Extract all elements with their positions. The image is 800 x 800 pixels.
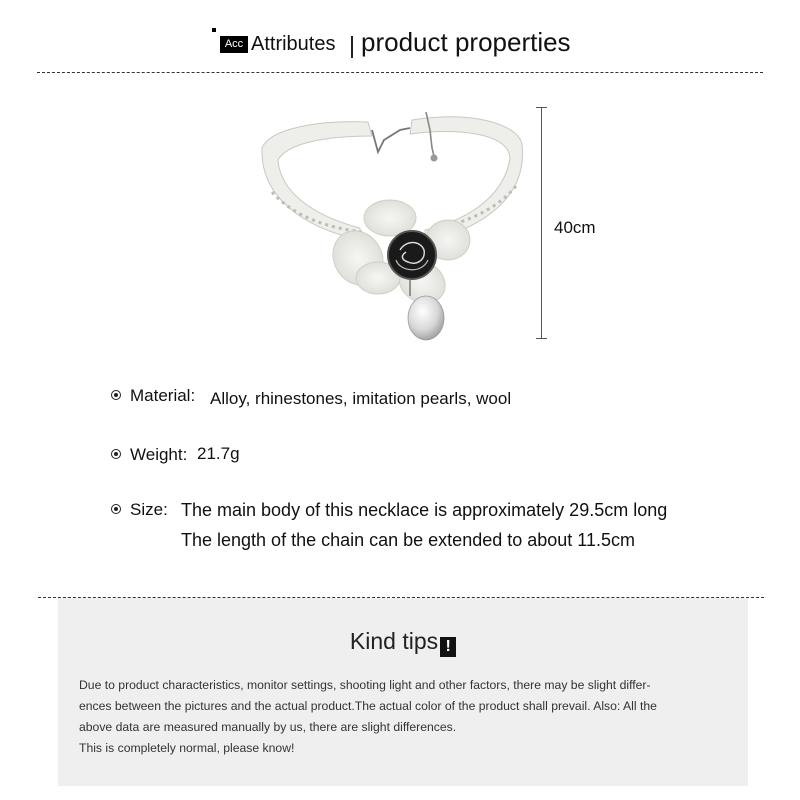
top-divider bbox=[37, 72, 763, 73]
tips-line: This is completely normal, please know! bbox=[79, 741, 295, 755]
weight-value: 21.7g bbox=[197, 444, 240, 463]
size-value-line-1: The main body of this necklace is approximately 29.5cm long bbox=[181, 500, 668, 520]
attributes-label: Attributes bbox=[251, 33, 336, 55]
measurement-cap-top bbox=[536, 107, 547, 108]
size-value-line-2: The length of the chain can be extended to about 11.5cm bbox=[181, 530, 635, 550]
header-separator bbox=[351, 36, 353, 58]
tips-title-text: Kind tips bbox=[349, 628, 439, 654]
bullet-icon bbox=[111, 449, 121, 459]
product-image bbox=[250, 100, 540, 350]
page-title: product properties bbox=[361, 27, 571, 57]
kind-tips-panel bbox=[58, 598, 748, 786]
logo-dot bbox=[212, 28, 216, 32]
material-value: Alloy, rhinestones, imitation pearls, wool bbox=[210, 389, 512, 408]
measurement-label: 40cm bbox=[554, 218, 596, 237]
bullet-icon bbox=[111, 390, 121, 400]
logo-text: Acc bbox=[220, 36, 248, 53]
measurement-cap-bottom bbox=[536, 338, 547, 339]
tips-line: ences between the pictures and the actual product.The actual color of the product shall prevail. Also: All the bbox=[79, 699, 657, 713]
material-label: Material: bbox=[130, 386, 196, 405]
exclamation-icon: ! bbox=[440, 637, 456, 657]
weight-label: Weight: bbox=[130, 445, 188, 464]
tips-line: above data are measured manually by us, there are slight differences. bbox=[79, 720, 457, 734]
measurement-line bbox=[541, 107, 542, 338]
bullet-icon bbox=[111, 504, 121, 514]
tips-title bbox=[58, 628, 748, 657]
tips-line: Due to product characteristics, monitor settings, shooting light and other factors, there may be slight differ- bbox=[79, 678, 651, 692]
size-label: Size: bbox=[130, 500, 168, 519]
